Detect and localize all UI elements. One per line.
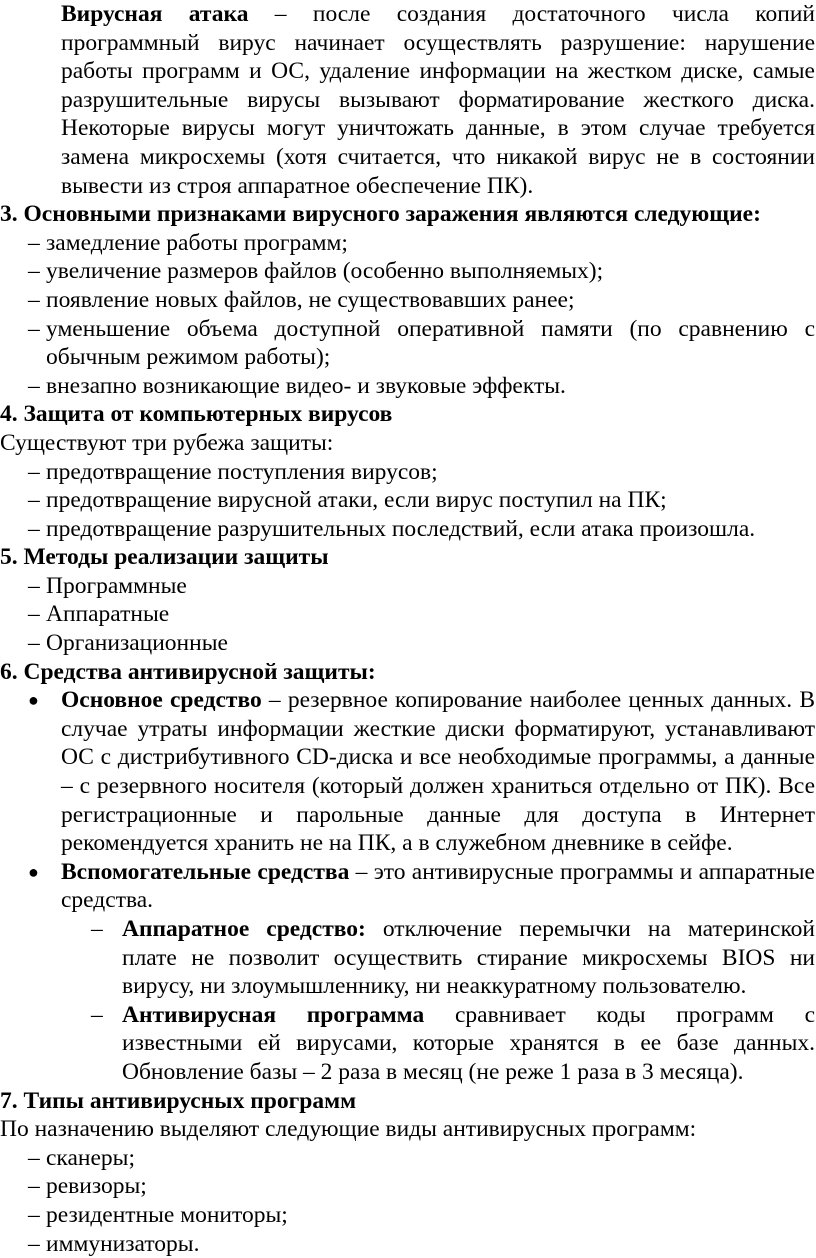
section-4-list bbox=[0, 458, 815, 544]
section-4-heading: 4. Защита от компьютерных вирусов bbox=[0, 401, 393, 428]
list-item: – появление новых файлов, не существовавших ранее; bbox=[28, 286, 575, 313]
section-5-list bbox=[0, 572, 815, 658]
section-6-list bbox=[0, 686, 815, 915]
list-item: ● Вспомогательные средства – это антивирусные программы и аппаратные средства. bbox=[28, 858, 815, 914]
list-item: – Аппаратное средство: отключение перемычки на материнской плате не позволит осуществить стирание микросхемы BIOS ни вирусу, ни злоумышленнику, ни неаккуратному пользователю. bbox=[91, 916, 815, 1000]
dash-marker: – bbox=[91, 1001, 103, 1028]
list-item: – ревизоры; bbox=[28, 1173, 147, 1200]
list-item: – уменьшение объема доступной оперативной памяти (по сравнению с обычным режимом работы); bbox=[28, 315, 815, 371]
list-item: – иммунизаторы. bbox=[28, 1230, 200, 1257]
intro-term: Вирусная атака bbox=[61, 1, 249, 27]
list-item: – сканеры; bbox=[28, 1144, 135, 1171]
dash-marker: – bbox=[28, 258, 40, 285]
list-item: – увеличение размеров файлов (особенно выполняемых); bbox=[28, 258, 604, 285]
dash-marker: – bbox=[28, 372, 40, 399]
list-item: – предотвращение разрушительных последствий, если атака произошла. bbox=[28, 515, 756, 542]
bullet-marker: ● bbox=[28, 690, 39, 711]
list-item: – замедление работы программ; bbox=[28, 229, 348, 256]
dash-marker: – bbox=[28, 1144, 40, 1171]
list-item: – Организационные bbox=[28, 630, 228, 657]
list-item: – Антивирусная программа сравнивает коды программ с известными ей вирусами, которые хранятся в ее базе данных. Обновление базы – 2 раза в месяц (не реже 1 раза в 3 месяца). bbox=[91, 1001, 815, 1085]
dash-marker: – bbox=[28, 601, 40, 628]
section-3-list bbox=[0, 229, 815, 401]
bullet-marker: ● bbox=[28, 861, 39, 882]
dash-marker: – bbox=[91, 916, 103, 942]
dash-marker: – bbox=[28, 1230, 40, 1257]
list-item: – Программные bbox=[28, 572, 187, 599]
section-4-lead: Существуют три рубежа защиты: bbox=[0, 429, 334, 456]
intro-text: – после создания достаточного числа копий программный вирус начинает осуществлять разрушение: нарушение работы программ и ОС, удаление информации на жестком диске, самые разрушительные вирусы вызывают форматирование жесткого диска. Некоторые вирусы могут уничтожать данные, в этом случае требуется замена микросхемы (хотя считается, что никакой вирус не в состоянии вывести из строя аппаратное обеспечение ПК). bbox=[61, 1, 816, 199]
dash-marker: – bbox=[28, 458, 40, 485]
dash-marker: – bbox=[28, 1201, 40, 1228]
section-7-heading: 7. Типы антивирусных программ bbox=[0, 1087, 357, 1114]
section-7-lead: По назначению выделяют следующие виды антивирусных программ: bbox=[0, 1116, 697, 1143]
list-item: – резидентные мониторы; bbox=[28, 1201, 288, 1228]
section-3-heading: 3. Основными признаками вирусного заражения являются следующие: bbox=[0, 201, 761, 228]
dash-marker: – bbox=[28, 1173, 40, 1200]
list-item: – предотвращение поступления вирусов; bbox=[28, 458, 438, 485]
list-item: – предотвращение вирусной атаки, если вирус поступил на ПК; bbox=[28, 487, 667, 514]
dash-marker: – bbox=[28, 630, 40, 657]
dash-marker: – bbox=[28, 572, 40, 599]
dash-marker: – bbox=[28, 315, 40, 342]
intro-paragraph bbox=[0, 0, 815, 200]
dash-marker: – bbox=[28, 487, 40, 514]
section-6-sublist bbox=[0, 915, 815, 1087]
dash-marker: – bbox=[28, 286, 40, 313]
section-5-heading: 5. Методы реализации защиты bbox=[0, 544, 329, 571]
list-item: ● Основное средство – резервное копирование наиболее ценных данных. В случае утраты информации жесткие диски форматируют, устанавливают ОС с дистрибутивного CD-диска и все необходимые программы, а данные – с резервного носителя (который должен храниться отдельно от ПК). Все регистрационные и парольные данные для доступа в Интернет рекомендуется хранить не на ПК, а в служебном дневнике в сейфе. bbox=[28, 687, 815, 857]
section-6-heading: 6. Средства антивирусной защиты: bbox=[0, 658, 376, 685]
dash-marker: – bbox=[28, 229, 40, 256]
list-item: – Аппаратные bbox=[28, 601, 170, 628]
section-7-list bbox=[0, 1144, 815, 1258]
dash-marker: – bbox=[28, 515, 40, 542]
list-item: – внезапно возникающие видео- и звуковые эффекты. bbox=[28, 372, 566, 399]
